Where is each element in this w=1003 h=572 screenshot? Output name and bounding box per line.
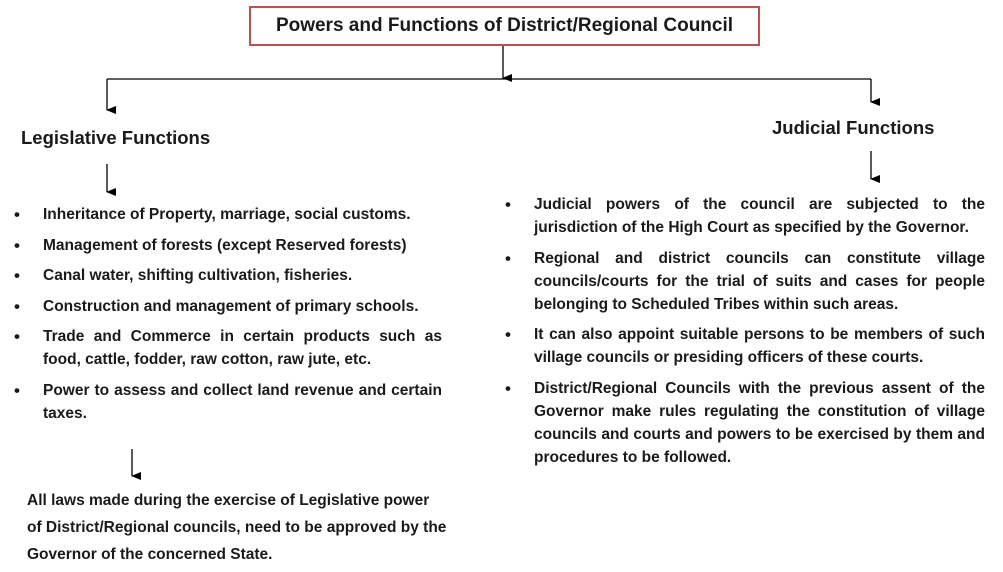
judicial-heading: Judicial Functions — [772, 117, 935, 138]
list-item: • Construction and management of primary schools. — [14, 295, 442, 318]
list-item: • Trade and Commerce in certain products such as food, cattle, fodder, raw cotton, raw jute, etc. — [14, 325, 442, 371]
list-item: • Inheritance of Property, marriage, social customs. — [14, 203, 442, 226]
list-item: • Power to assess and collect land revenue and certain taxes. — [14, 379, 442, 425]
legislative-note: All laws made during the exercise of Legislative power of District/Regional councils, need to be approved by the Governor of the concerned State. — [27, 492, 447, 563]
legislative-heading: Legislative Functions — [21, 127, 211, 148]
list-item: • Judicial powers of the council are subjected to the jurisdiction of the High Court as specified by the Governor. — [505, 193, 985, 239]
judicial-list — [505, 193, 985, 476]
list-item: • District/Regional Councils with the previous assent of the Governor make rules regulating the constitution of village councils and courts and powers to be exercised by them and procedures to be followed. — [505, 377, 985, 469]
list-item: • Management of forests (except Reserved forests) — [14, 234, 442, 257]
legislative-list — [14, 203, 442, 432]
list-item: • Canal water, shifting cultivation, fisheries. — [14, 264, 442, 287]
list-item: • Regional and district councils can constitute village councils/courts for the trial of suits and cases for people belonging to Scheduled Tribes within such areas. — [505, 247, 985, 316]
list-item: • It can also appoint suitable persons to be members of such village councils or presiding officers of these courts. — [505, 323, 985, 369]
diagram-title: Powers and Functions of District/Regional Council — [249, 6, 760, 46]
